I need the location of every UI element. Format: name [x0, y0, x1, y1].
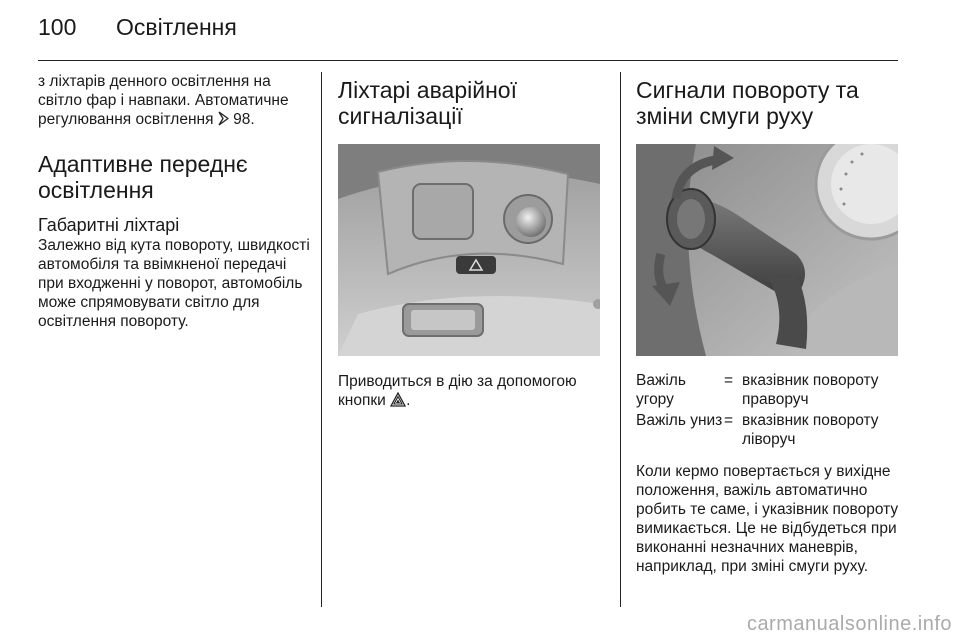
definition-description: вказівник повороту ліворуч [742, 412, 879, 448]
chapter-title: Освітлення [116, 14, 237, 40]
subheading-side-lights: Габаритні ліхтарі [38, 215, 180, 235]
watermark: carmanualsonline.info [746, 613, 952, 635]
reference-page[interactable]: 98. [233, 111, 255, 128]
hazard-caption: Приводиться в дію за допомогою кнопки . [338, 372, 606, 412]
section-heading-hazard: Ліхтарі аварійної сигналізації [338, 77, 517, 129]
column-divider [620, 72, 621, 607]
definition-description: вказівник повороту праворуч [742, 372, 879, 408]
definition-row [636, 411, 902, 449]
hazard-switch-photo [338, 144, 600, 356]
definition-equals: = [724, 412, 734, 429]
definition-equals: = [724, 372, 734, 389]
intro-paragraph: з ліхтарів денного освітлення на світло фар і навпаки. Автоматичне регулювання освітлення 98. [38, 72, 310, 131]
column-divider [321, 72, 322, 607]
column-2 [338, 72, 606, 412]
turn-signal-paragraph: Коли кермо повертається у вихідне положення, важіль автоматично робить те саме, і указівник повороту вимикається. Це не відбудеться при виконанні незначних маневрів, наприклад, при зміні смуги руху. [636, 463, 899, 575]
lever-definitions [636, 371, 902, 449]
page-number: 100 [38, 14, 77, 40]
adaptive-paragraph: Залежно від кута повороту, швидкості автомобіля та ввімкненої передачі при входженні у поворот, автомобіль може спрямовувати світло для освітлення повороту. [38, 237, 310, 330]
definition-row [636, 371, 902, 409]
reference-arrow-icon [218, 111, 229, 131]
column-1 [38, 72, 310, 331]
definition-term: Важіль униз [636, 412, 723, 429]
definition-term: Важіль угору [636, 372, 686, 408]
section-heading-turn-signals: Сигнали повороту та зміни смуги руху [636, 77, 859, 129]
hazard-triangle-icon [390, 392, 406, 412]
section-heading-adaptive: Адаптивне переднє освітлення [38, 151, 248, 203]
turn-signal-lever-photo [636, 144, 898, 356]
page-header [38, 14, 237, 44]
header-rule [38, 60, 898, 61]
column-3 [636, 72, 902, 576]
